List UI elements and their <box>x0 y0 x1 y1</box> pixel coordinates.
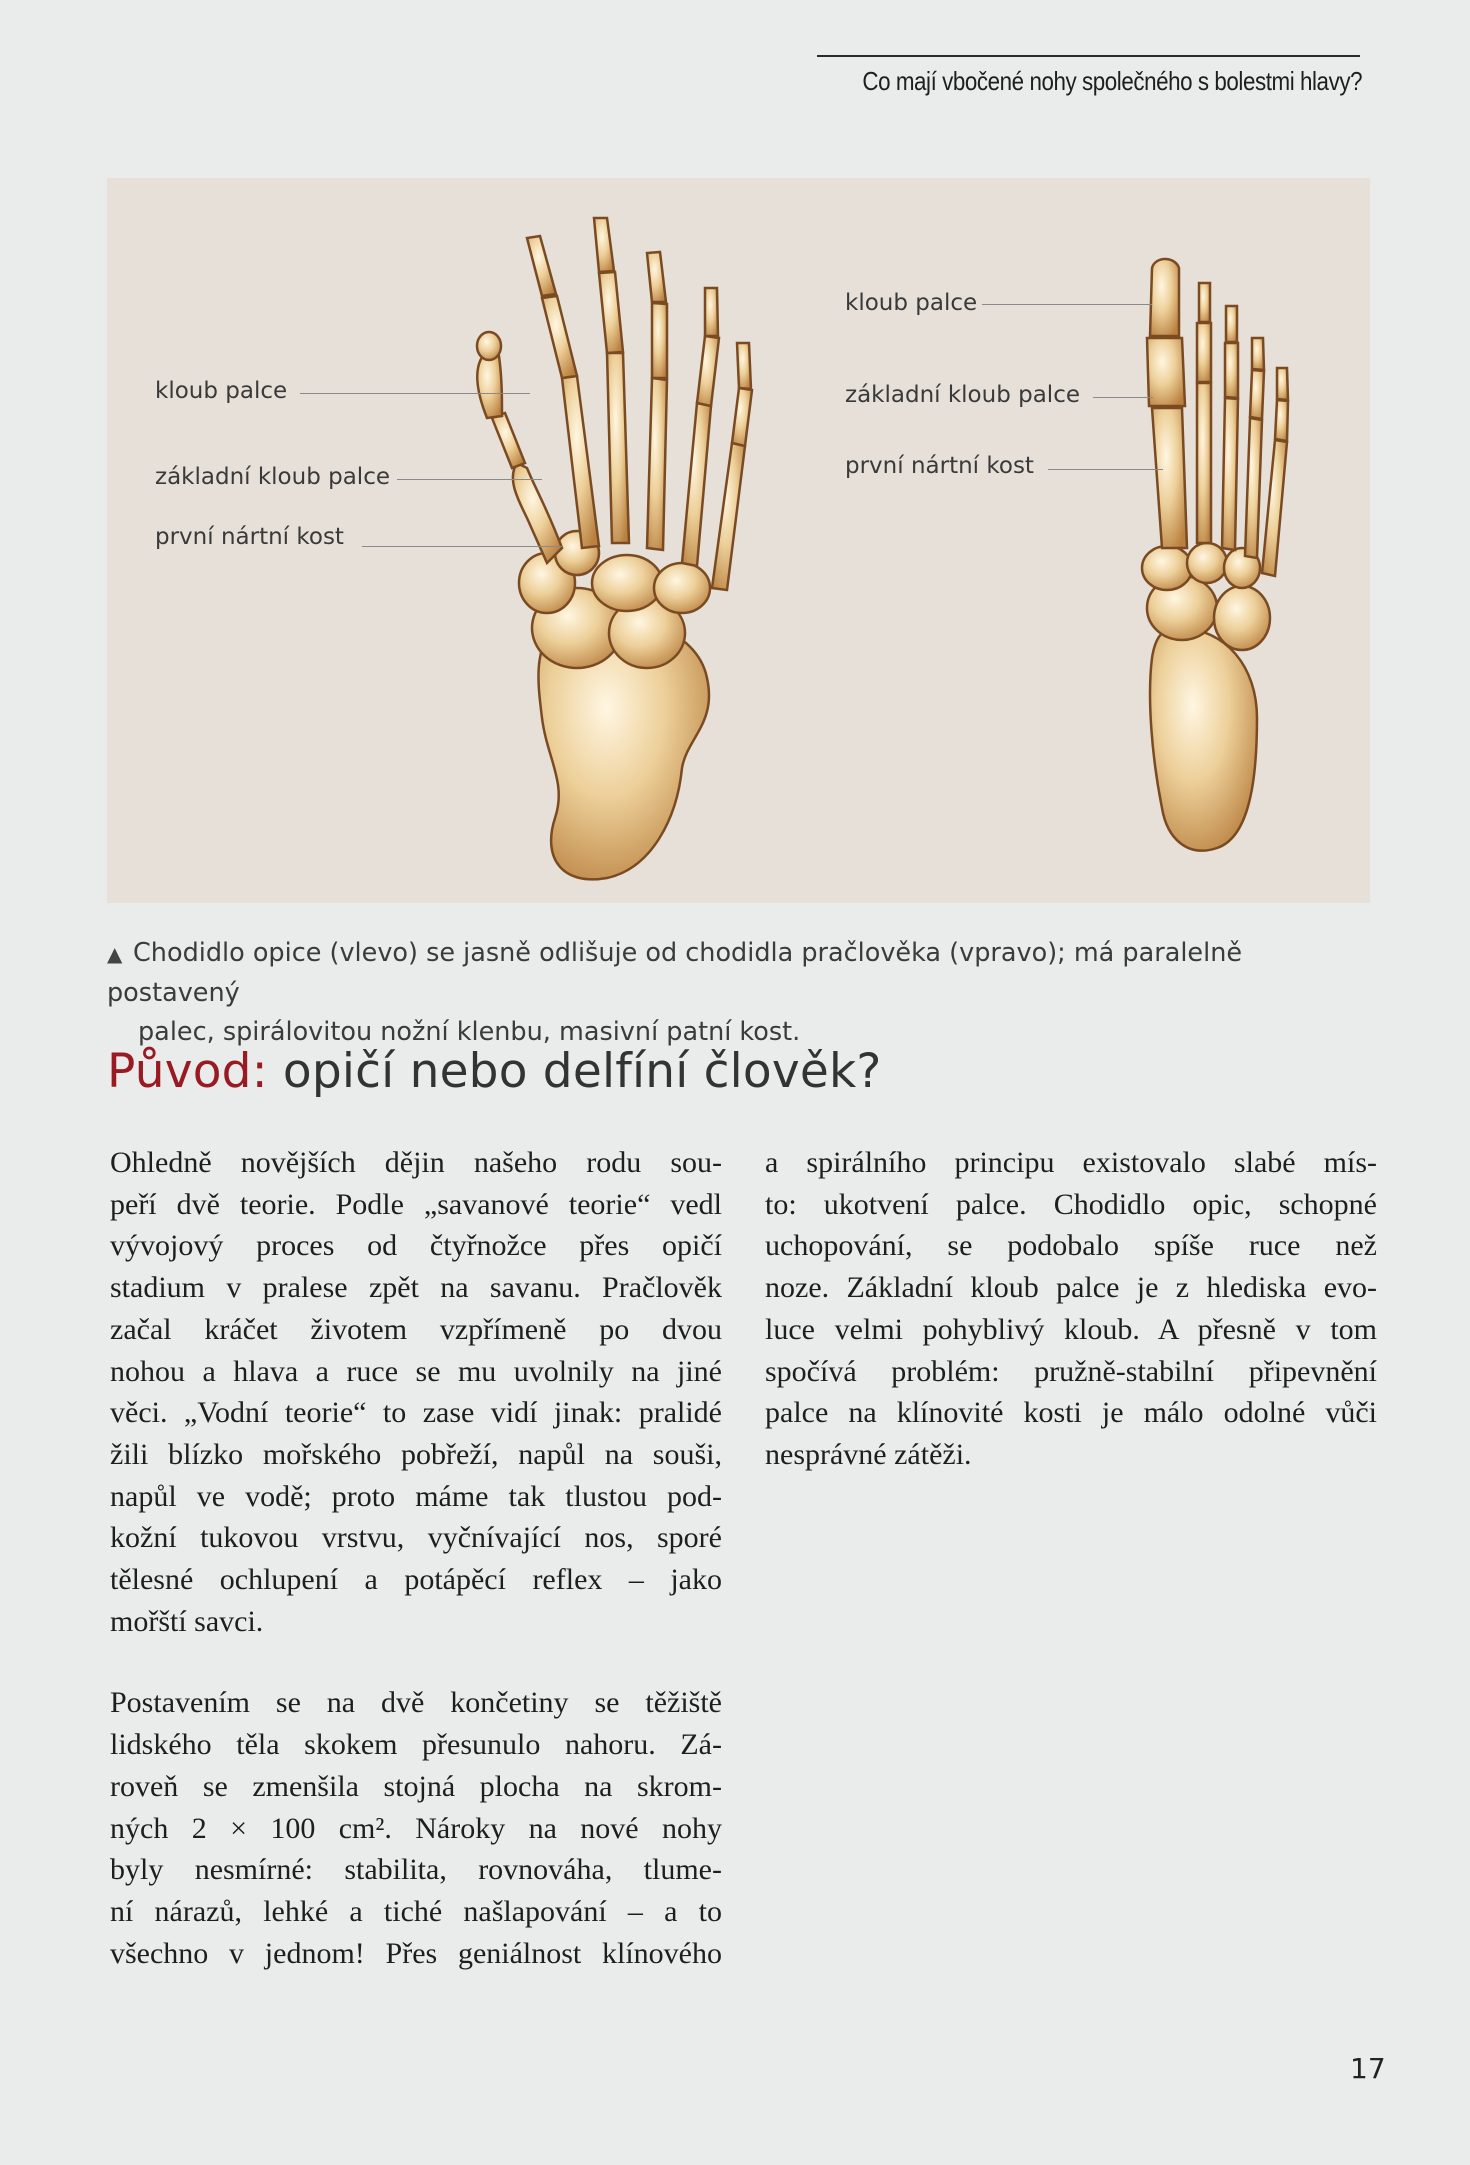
foot-skeleton-figure <box>107 178 1370 903</box>
human-base-joint-label: základní kloub palce <box>845 382 1080 408</box>
text-line: kožní tukovou vrstvu, vyčnívající nos, sporé <box>110 1521 722 1555</box>
text-line: stadium v pralese zpět na savanu. Pračlověk <box>110 1271 722 1305</box>
section-heading-accent: Původ: <box>107 1044 268 1099</box>
text-line: nohou a hlava a ruce se mu uvolnily na jiné <box>110 1354 722 1388</box>
ape-base-joint-label: základní kloub palce <box>155 464 390 490</box>
text-line: ní nárazů, lehké a tiché našlapování – a to <box>110 1894 722 1928</box>
text-line: spočívá problém: pružně-stabilní připevnění <box>765 1354 1377 1388</box>
paragraph <box>110 1682 722 1974</box>
figure-caption <box>107 934 1377 1052</box>
human-thumb-joint-label: kloub palce <box>845 290 978 316</box>
running-head-rule <box>817 55 1360 57</box>
text-line: začal kráčet životem vzpřímeně po dvou <box>110 1312 722 1346</box>
ape-thumb-joint-label: kloub palce <box>155 378 288 404</box>
text-line: Ohledně novějších dějin našeho rodu sou- <box>110 1146 722 1179</box>
leader-line <box>397 479 542 480</box>
leader-line <box>982 304 1152 305</box>
running-head: Co mají vbočené nohy společného s bolestmi hlavy? <box>862 66 1362 96</box>
text-line: mořští savci. <box>110 1604 264 1638</box>
text-line: luce velmi pohyblivý kloub. A přesně v tom <box>765 1312 1377 1346</box>
page-number: 17 <box>1350 2052 1386 2085</box>
paragraph <box>765 1142 1377 1476</box>
leader-line <box>362 546 562 547</box>
text-line: noze. Základní kloub palce je z hlediska evo- <box>765 1271 1377 1305</box>
caption-line: Chodidlo opice (vlevo) se jasně odlišuje od chodidla pračlověka (vpravo); má paralelně postavený <box>107 938 1243 1008</box>
section-heading-text: opičí nebo delfíní člověk? <box>267 1044 882 1099</box>
leader-line <box>1048 469 1163 470</box>
text-line: nesprávné zátěži. <box>765 1437 972 1471</box>
paragraph <box>110 1142 722 1642</box>
text-line: věci. „Vodní teorie“ to zase vidí jinak: pralidé <box>110 1396 722 1430</box>
text-line: ných 2 × 100 cm². Nároky na nové nohy <box>110 1811 722 1845</box>
ape-foot-skeleton <box>477 218 752 879</box>
human-foot-skeleton <box>1142 259 1288 851</box>
caption-line: palec, spirálovitou nožní klenbu, masivní patní kost. <box>138 1017 801 1047</box>
text-line: a spirálního principu existovalo slabé mís- <box>765 1146 1377 1179</box>
text-line: roveň se zmenšila stojná plocha na skrom- <box>110 1769 722 1803</box>
text-line: tělesné ochlupení a potápěcí reflex – jako <box>110 1563 722 1597</box>
text-line: žili blízko mořského pobřeží, napůl na souši, <box>110 1437 722 1471</box>
text-line: byly nesmírné: stabilita, rovnováha, tlume- <box>110 1853 722 1887</box>
section-heading <box>107 1044 882 1099</box>
leader-line <box>1093 397 1153 398</box>
left-text-column <box>110 1142 722 1974</box>
text-line: peří dvě teorie. Podle „savanové teorie“ vedl <box>110 1187 722 1221</box>
human-metatarsal-label: první nártní kost <box>845 453 1034 479</box>
right-text-column <box>765 1142 1377 1476</box>
text-line: Postavením se na dvě končetiny se těžiště <box>110 1686 722 1720</box>
text-line: vývojový proces od čtyřnožce přes opičí <box>110 1229 722 1263</box>
text-line: uchopování, se podobalo spíše ruce než <box>765 1229 1377 1263</box>
text-line: lidského těla skokem přesunulo nahoru. Zá- <box>110 1728 722 1762</box>
text-line: palce na klínovité kosti je málo odolné vůči <box>765 1396 1377 1430</box>
text-line: všechno v jednom! Přes geniálnost klínového <box>110 1936 722 1970</box>
text-line: napůl ve vodě; proto máme tak tlustou pod- <box>110 1479 722 1513</box>
text-line: to: ukotvení palce. Chodidlo opic, schopné <box>765 1187 1377 1221</box>
leader-line <box>300 393 530 394</box>
triangle-marker-icon: ▲ <box>107 942 123 966</box>
ape-metatarsal-label: první nártní kost <box>155 524 344 550</box>
